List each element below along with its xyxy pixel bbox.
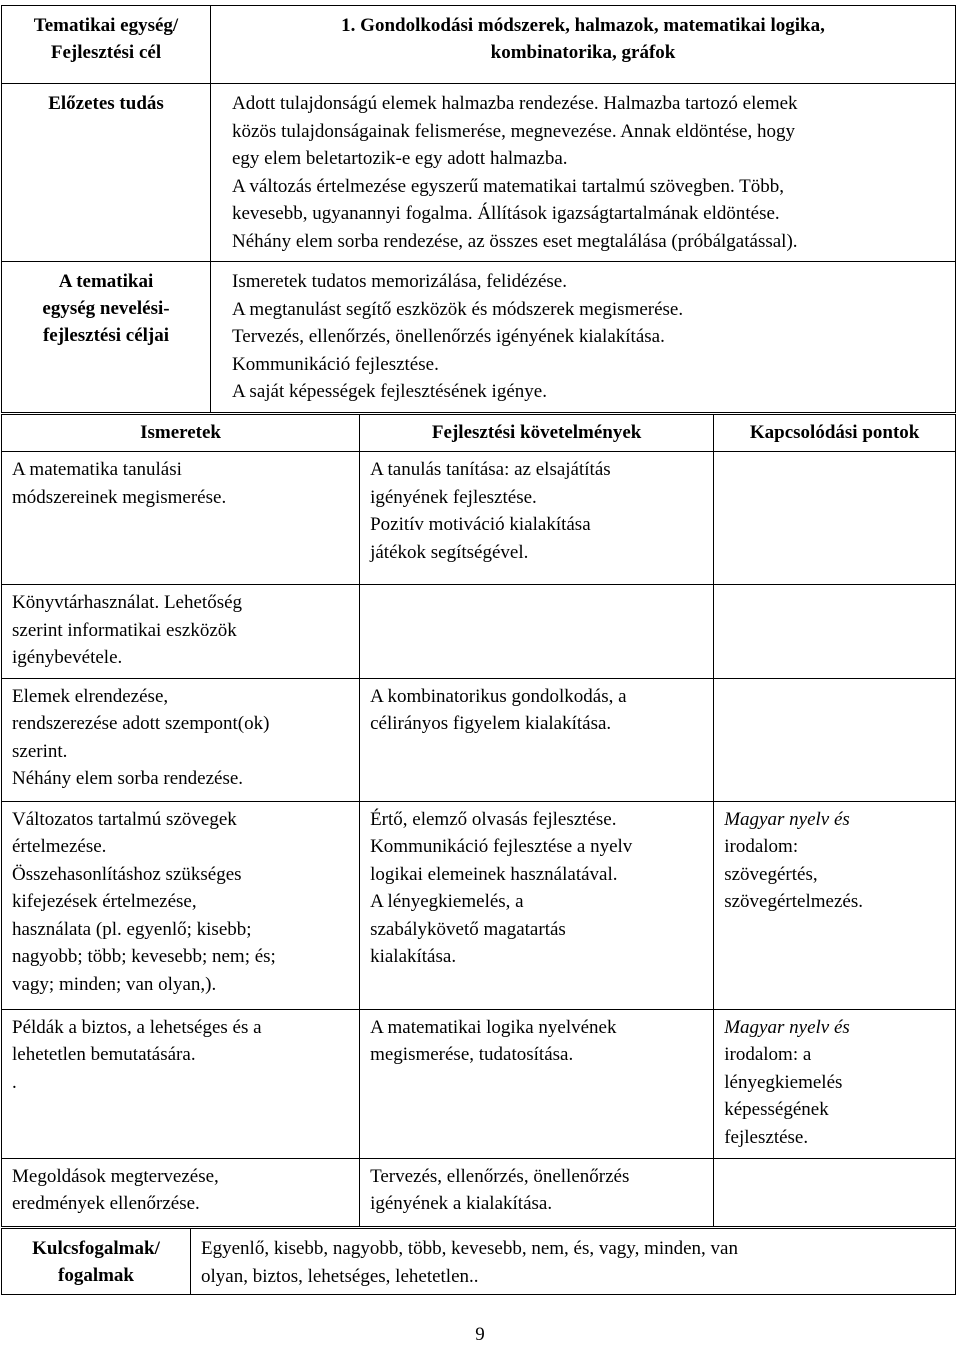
knowledge-cell: Példák a biztos, a lehetséges és a lehetetlen bemutatására. . bbox=[2, 1009, 360, 1158]
key-concepts-content: Egyenlő, kisebb, nagyobb, több, kevesebb, nem, és, vagy, minden, van olyan, biztos, lehetséges, lehetetlen.. bbox=[191, 1229, 956, 1295]
header-connections: Kapcsolódási pontok bbox=[714, 415, 956, 452]
goals-content bbox=[211, 262, 956, 413]
connections-cell bbox=[714, 678, 956, 801]
requirements-cell bbox=[360, 585, 714, 679]
header-requirements: Fejlesztési követelmények bbox=[360, 415, 714, 452]
unit-title-line: 1. Gondolkodási módszerek, halmazok, matematikai logika, bbox=[341, 15, 825, 36]
requirements-cell: A matematikai logika nyelvének megismerése, tudatosítása. bbox=[360, 1009, 714, 1158]
prior-line: egy elem beletartozik-e egy adott halmazba. bbox=[232, 148, 568, 169]
table-row bbox=[2, 585, 956, 679]
knowledge-cell: Megoldások megtervezése, eredmények ellenőrzése. bbox=[2, 1158, 360, 1226]
table-row bbox=[2, 678, 956, 801]
table-row bbox=[2, 801, 956, 1009]
connections-cell bbox=[714, 1158, 956, 1226]
goal-line: Ismeretek tudatos memorizálása, felidézése. bbox=[232, 271, 567, 292]
unit-label-cell bbox=[2, 6, 211, 84]
connections-cell bbox=[714, 585, 956, 679]
table-row bbox=[2, 452, 956, 585]
connections-cell: Magyar nyelv és irodalom: a lényegkiemelés képességének fejlesztése. bbox=[714, 1009, 956, 1158]
goal-line: A megtanulást segítő eszközök és módszerek megismerése. bbox=[232, 298, 684, 320]
unit-title bbox=[219, 12, 947, 66]
topic-table bbox=[1, 5, 956, 413]
knowledge-cell: Könyvtárhasználat. Lehetőség szerint informatikai eszközök igénybevétele. bbox=[2, 585, 360, 679]
requirements-cell: Tervezés, ellenőrzés, önellenőrzés igényének a kialakítása. bbox=[360, 1158, 714, 1226]
prior-line: kevesebb, ugyanannyi fogalma. Állítások igazságtartalmának eldöntése. bbox=[232, 203, 780, 224]
prior-line: Adott tulajdonságú elemek halmazba rendezése. Halmazba tartozó elemek bbox=[232, 93, 798, 114]
knowledge-cell: Változatos tartalmú szövegek értelmezése. Összehasonlításhoz szükséges kifejezések értelmezése, használata (pl. egyenlő; kisebb; nagyobb; több; kevesebb; nem; és; vagy; minden; van olyan,). bbox=[2, 801, 360, 1009]
unit-label-line: Tematikai egység/ bbox=[33, 15, 179, 36]
key-concepts-table bbox=[1, 1228, 956, 1295]
prior-line: közös tulajdonságainak felismerése, megnevezése. Annak eldöntése, hogy bbox=[232, 120, 795, 142]
knowledge-cell: A matematika tanulási módszereinek megismerése. bbox=[2, 452, 360, 585]
prior-knowledge-label: Előzetes tudás bbox=[2, 84, 211, 262]
requirements-cell: Értő, elemző olvasás fejlesztése. Kommunikáció fejlesztése a nyelv logikai elemeinek használatával. A lényegkiemelés, a szabálykövető magatartás kialakítása. bbox=[360, 801, 714, 1009]
connections-cell bbox=[714, 452, 956, 585]
goal-line: A saját képességek fejlesztésének igénye. bbox=[232, 381, 547, 402]
connections-cell: Magyar nyelv és irodalom: szövegértés, szövegértelmezés. bbox=[714, 801, 956, 1009]
subject-name: Magyar nyelv és bbox=[724, 808, 850, 830]
unit-title-line: kombinatorika, gráfok bbox=[490, 42, 676, 63]
requirements-cell: A tanulás tanítása: az elsajátítás igényének fejlesztése. Pozitív motiváció kialakítása játékok segítségével. bbox=[360, 452, 714, 585]
key-concepts-label: Kulcsfogalmak/ fogalmak bbox=[2, 1229, 191, 1295]
goal-line: Kommunikáció fejlesztése. bbox=[232, 353, 439, 375]
header-knowledge: Ismeretek bbox=[2, 415, 360, 452]
requirements-cell: A kombinatorikus gondolkodás, a célirányos figyelem kialakítása. bbox=[360, 678, 714, 801]
page-number: 9 bbox=[475, 1324, 485, 1345]
goal-line: Tervezés, ellenőrzés, önellenőrzés igényének kialakítása. bbox=[232, 326, 665, 347]
unit-title-cell bbox=[211, 6, 956, 84]
prior-knowledge-content bbox=[211, 84, 956, 262]
unit-label-line: Fejlesztési cél bbox=[50, 42, 162, 63]
goals-label: A tematikai egység nevelési- fejlesztési céljai bbox=[2, 262, 211, 413]
subject-name: Magyar nyelv és bbox=[724, 1016, 850, 1038]
prior-line: A változás értelmezése egyszerű matematikai tartalmú szövegben. Több, bbox=[232, 175, 785, 197]
table-row bbox=[2, 1009, 956, 1158]
requirements-table bbox=[1, 414, 956, 1227]
knowledge-cell: Elemek elrendezése, rendszerezése adott szempont(ok) szerint. Néhány elem sorba rendezése. bbox=[2, 678, 360, 801]
prior-line: Néhány elem sorba rendezése, az összes eset megtalálása (próbálgatással). bbox=[232, 230, 798, 252]
table-row bbox=[2, 1158, 956, 1226]
